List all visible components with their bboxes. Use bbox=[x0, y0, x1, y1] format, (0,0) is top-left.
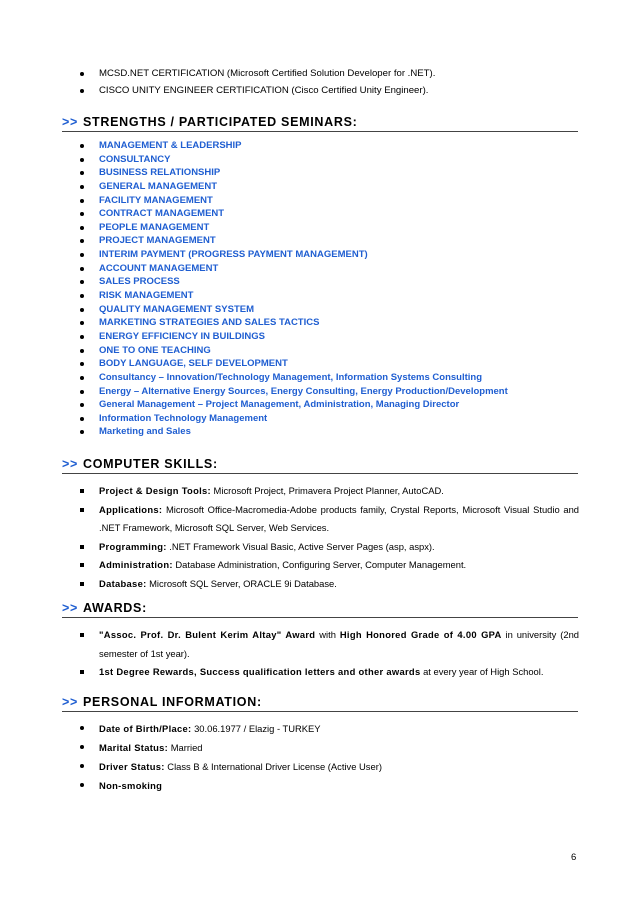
skill-item bbox=[79, 575, 579, 594]
award-text: in university (2nd semester of 1st year). bbox=[99, 629, 579, 659]
skill-item bbox=[79, 538, 579, 557]
seminar-item: BODY LANGUAGE, SELF DEVELOPMENT bbox=[79, 357, 579, 371]
award-title: 1st Degree Rewards, Success qualification letters and other awards bbox=[99, 666, 421, 678]
seminar-item: Information Technology Management bbox=[79, 412, 579, 426]
seminar-item: INTERIM PAYMENT (PROGRESS PAYMENT MANAGEMENT) bbox=[79, 248, 579, 262]
skill-item bbox=[79, 556, 579, 575]
skill-label: Database: bbox=[99, 577, 147, 589]
personal-item bbox=[79, 776, 579, 795]
award-text: with bbox=[315, 629, 340, 640]
personal-label: Date of Birth/Place: bbox=[99, 723, 192, 734]
seminar-item: ONE TO ONE TEACHING bbox=[79, 344, 579, 358]
strengths-heading bbox=[62, 115, 578, 132]
skill-text: Microsoft Office-Macromedia-Adobe products family, Crystal Reports, Microsoft Visual Studio and .NET Framework, Microsoft SQL Server, Web Services. bbox=[99, 503, 579, 534]
seminar-item: FACILITY MANAGEMENT bbox=[79, 194, 579, 208]
seminar-item: BUSINESS RELATIONSHIP bbox=[79, 166, 579, 180]
award-text: at every year of High School. bbox=[420, 666, 544, 678]
page-number: 6 bbox=[571, 852, 577, 863]
certification-list bbox=[79, 67, 579, 101]
heading-arrow: >> bbox=[62, 457, 78, 471]
personal-value: Married bbox=[168, 742, 203, 753]
skill-label: Applications: bbox=[99, 503, 163, 515]
personal-value: 30.06.1977 / Elazig - TURKEY bbox=[191, 723, 321, 734]
personal-label: Non-smoking bbox=[99, 780, 163, 791]
heading-text: AWARDS: bbox=[83, 601, 147, 615]
certification-item: MCSD.NET CERTIFICATION (Microsoft Certified Solution Developer for .NET). bbox=[79, 67, 579, 84]
skill-label: Administration: bbox=[99, 559, 173, 571]
skill-text: Database Administration, Configuring Server, Computer Management. bbox=[172, 559, 467, 571]
personal-value: Class B & International Driver License (Active User) bbox=[164, 761, 382, 772]
seminar-item: QUALITY MANAGEMENT SYSTEM bbox=[79, 303, 579, 317]
skill-text: Microsoft SQL Server, ORACLE 9i Database. bbox=[146, 577, 337, 589]
heading-arrow: >> bbox=[62, 115, 78, 129]
skill-text: .NET Framework Visual Basic, Active Server Pages (asp, aspx). bbox=[166, 540, 435, 552]
award-item bbox=[79, 626, 579, 663]
personal-label: Driver Status: bbox=[99, 761, 165, 772]
heading-arrow: >> bbox=[62, 601, 78, 615]
seminar-item: Energy – Alternative Energy Sources, Energy Consulting, Energy Production/Development bbox=[79, 385, 579, 399]
heading-text: COMPUTER SKILLS: bbox=[83, 457, 218, 471]
skill-item bbox=[79, 482, 579, 501]
seminar-item: MANAGEMENT & LEADERSHIP bbox=[79, 139, 579, 153]
heading-arrow: >> bbox=[62, 695, 78, 709]
award-title: "Assoc. Prof. Dr. Bulent Kerim Altay" Award bbox=[99, 629, 316, 640]
seminar-item: MARKETING STRATEGIES AND SALES TACTICS bbox=[79, 316, 579, 330]
seminar-item: PEOPLE MANAGEMENT bbox=[79, 221, 579, 235]
personal-info-list bbox=[79, 719, 579, 795]
seminar-item: ENERGY EFFICIENCY IN BUILDINGS bbox=[79, 330, 579, 344]
skill-label: Project & Design Tools: bbox=[99, 485, 211, 496]
personal-label: Marital Status: bbox=[99, 742, 169, 753]
award-grade: High Honored Grade of 4.00 GPA bbox=[339, 629, 502, 640]
personal-info-heading bbox=[62, 695, 578, 712]
seminar-item: Consultancy – Innovation/Technology Management, Information Systems Consulting bbox=[79, 371, 579, 385]
awards-list bbox=[79, 626, 579, 682]
awards-heading bbox=[62, 601, 578, 618]
skill-text: Microsoft Project, Primavera Project Planner, AutoCAD. bbox=[210, 485, 444, 496]
heading-text: PERSONAL INFORMATION: bbox=[83, 695, 262, 709]
seminar-item: Marketing and Sales bbox=[79, 425, 579, 439]
skill-item bbox=[79, 501, 579, 538]
seminar-item: RISK MANAGEMENT bbox=[79, 289, 579, 303]
seminar-item: CONTRACT MANAGEMENT bbox=[79, 207, 579, 221]
personal-item bbox=[79, 757, 579, 776]
certification-item: CISCO UNITY ENGINEER CERTIFICATION (Cisco Certified Unity Engineer). bbox=[79, 84, 579, 101]
seminar-item: PROJECT MANAGEMENT bbox=[79, 234, 579, 248]
seminar-item: SALES PROCESS bbox=[79, 275, 579, 289]
computer-skills-list bbox=[79, 482, 579, 594]
seminar-item: GENERAL MANAGEMENT bbox=[79, 180, 579, 194]
computer-skills-heading bbox=[62, 457, 578, 474]
personal-item bbox=[79, 738, 579, 757]
personal-item bbox=[79, 719, 579, 738]
seminar-item: ACCOUNT MANAGEMENT bbox=[79, 262, 579, 276]
seminar-list bbox=[79, 139, 579, 439]
award-item bbox=[79, 663, 579, 682]
heading-text: STRENGTHS / PARTICIPATED SEMINARS: bbox=[83, 115, 358, 129]
seminar-item: CONSULTANCY bbox=[79, 153, 579, 167]
seminar-item: General Management – Project Management, Administration, Managing Director bbox=[79, 398, 579, 412]
skill-label: Programming: bbox=[99, 540, 167, 552]
